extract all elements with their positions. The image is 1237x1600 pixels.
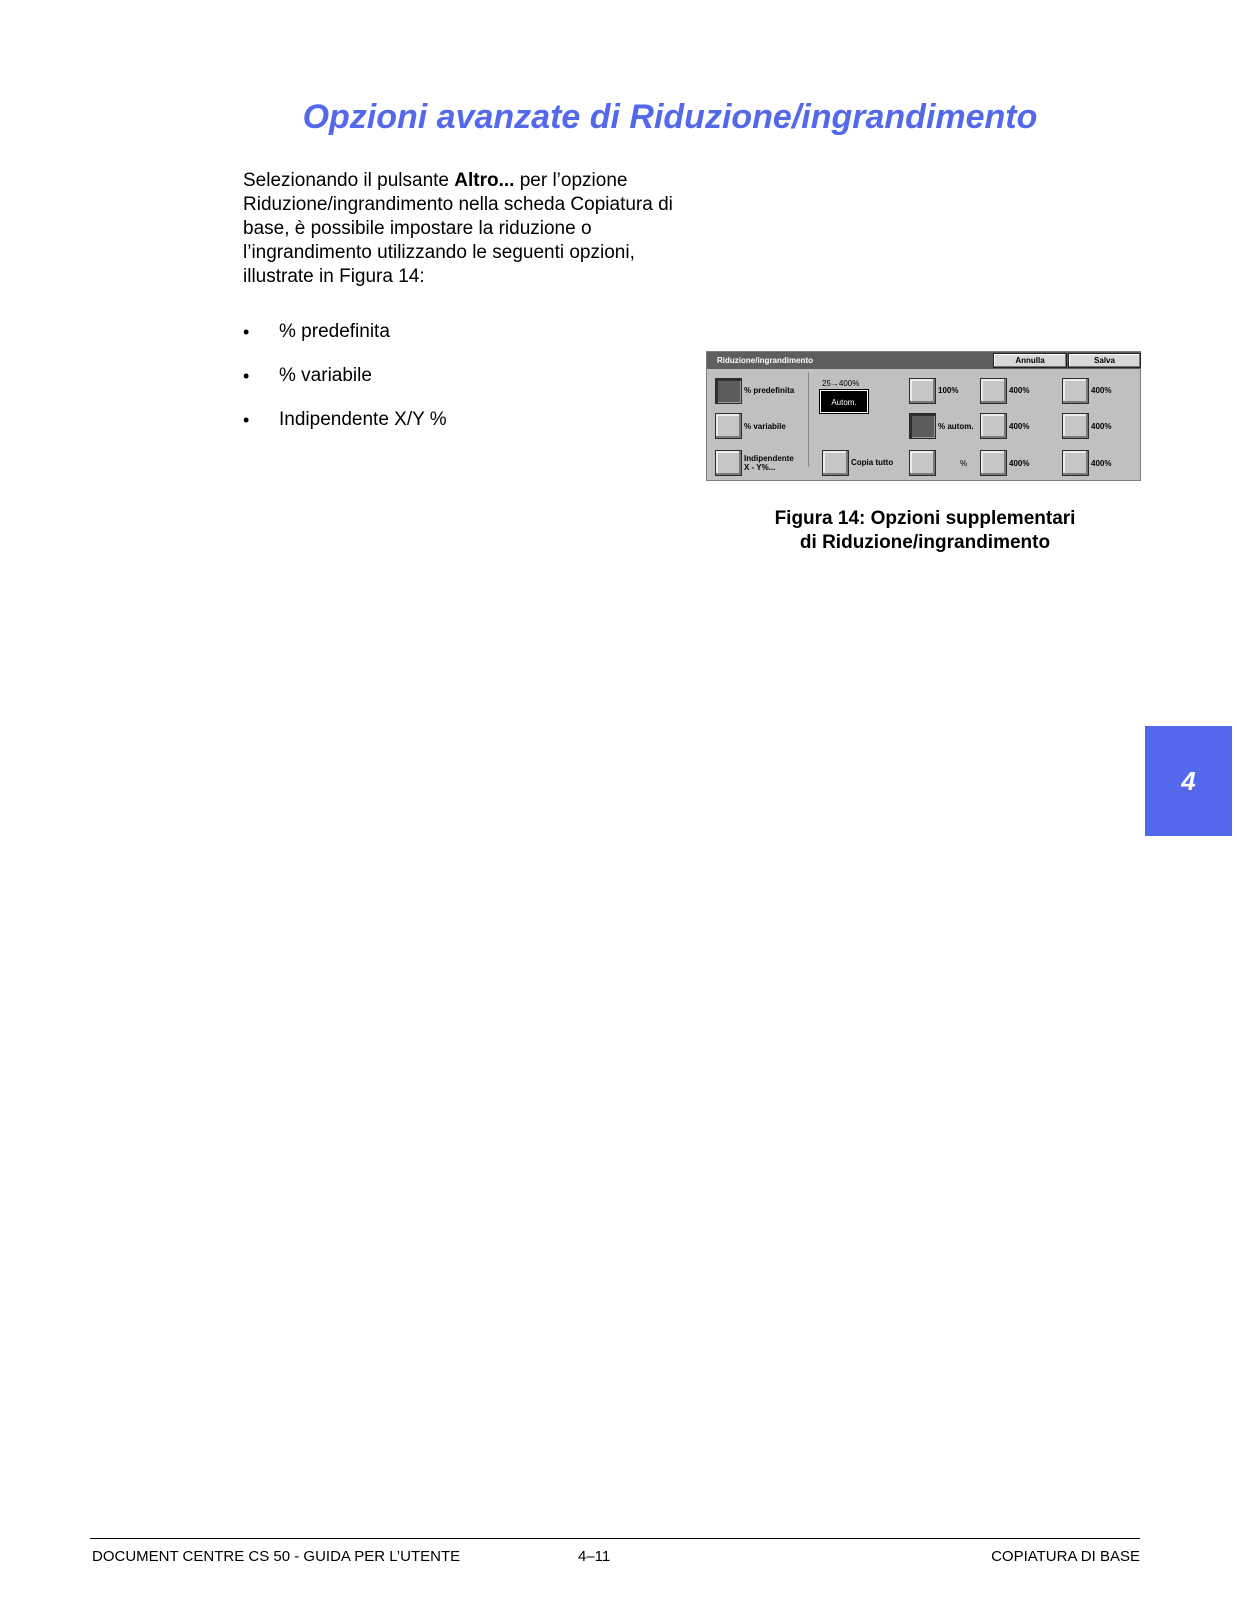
copy-all-label: Copia tutto [851, 458, 894, 467]
panel-title: Riduzione/ingrandimento [707, 352, 1140, 369]
preset-400-label: 400% [1091, 386, 1112, 395]
copy-all-button[interactable] [822, 450, 849, 476]
preset-100-label: 100% [938, 386, 959, 395]
preset-400-label: 400% [1009, 422, 1030, 431]
figure-caption-line-2: di Riduzione/ingrandimento [799, 532, 1051, 553]
custom-percent-label: % [960, 459, 968, 468]
list-item [243, 320, 447, 364]
cancel-button[interactable]: Annulla [993, 353, 1067, 368]
preset-percent-button[interactable] [715, 378, 742, 404]
figure-caption [760, 507, 1090, 555]
independent-xy-label-1: Indipendente [744, 454, 794, 463]
footer-divider [90, 1538, 1140, 1539]
independent-xy-label-2: X - Y%... [744, 463, 776, 472]
footer-left: DOCUMENT CENTRE CS 50 - GUIDA PER L’UTENTE [92, 1548, 461, 1565]
bullet-icon: • [243, 366, 250, 386]
list-item-label: Indipendente X/Y % [279, 409, 447, 430]
preset-400-button[interactable] [980, 413, 1007, 439]
intro-paragraph [243, 169, 688, 289]
intro-text-bold: Altro... [454, 170, 515, 191]
bullet-icon: • [243, 410, 250, 430]
preset-400-label: 400% [1009, 459, 1030, 468]
page-title: Opzioni avanzate di Riduzione/ingrandimento [302, 98, 1038, 136]
auto-percent-button[interactable] [909, 413, 936, 439]
bullet-icon: • [243, 322, 250, 342]
save-button[interactable]: Salva [1068, 353, 1141, 368]
list-item [243, 408, 447, 452]
preset-400-label: 400% [1091, 459, 1112, 468]
option-list [243, 320, 447, 452]
preset-400-button[interactable] [1062, 450, 1089, 476]
footer-page-number: 4–11 [578, 1548, 611, 1565]
independent-xy-button[interactable] [715, 450, 742, 476]
panel-divider [808, 372, 809, 467]
preset-400-button[interactable] [980, 450, 1007, 476]
intro-text-post: per l’opzione Riduzione/ingrandimento nella scheda Copiatura di base, è possibile impostare la riduzione o l’ingrandimento utilizzando le seguenti opzioni, illustrate in Figura 14: [243, 170, 673, 287]
preset-percent-label: % predefinita [744, 386, 795, 395]
variable-percent-label: % variabile [744, 422, 786, 431]
chapter-tab: 4 [1145, 726, 1232, 836]
preset-400-label: 400% [1009, 386, 1030, 395]
range-label: 25→400% [822, 379, 860, 388]
list-item-label: % predefinita [279, 321, 390, 342]
preset-400-button[interactable] [1062, 378, 1089, 404]
preset-100-button[interactable] [909, 378, 936, 404]
variable-percent-button[interactable] [715, 413, 742, 439]
custom-percent-button[interactable] [909, 450, 936, 476]
footer-right: COPIATURA DI BASE [991, 1548, 1140, 1565]
auto-percent-label: % autom. [938, 422, 974, 431]
preset-400-label: 400% [1091, 422, 1112, 431]
preset-400-button[interactable] [1062, 413, 1089, 439]
figure-caption-line-1: Figura 14: Opzioni supplementari [774, 508, 1076, 529]
auto-button[interactable]: Autom. [820, 390, 868, 413]
intro-text-pre: Selezionando il pulsante [243, 170, 455, 191]
list-item-label: % variabile [279, 365, 372, 386]
list-item [243, 364, 447, 408]
preset-400-button[interactable] [980, 378, 1007, 404]
